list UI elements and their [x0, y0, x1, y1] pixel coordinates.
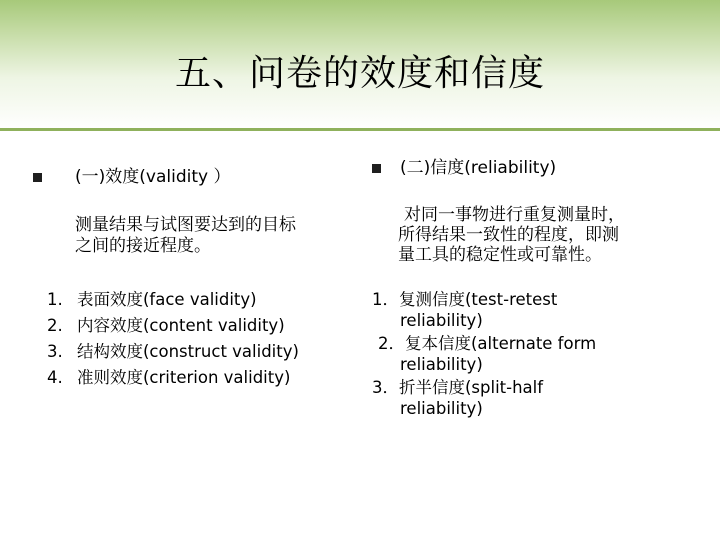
title-divider [0, 128, 720, 131]
list-item-number: 1. [47, 290, 63, 309]
list-item-number: 2. [47, 316, 63, 335]
validity-definition-line: 测量结果与试图要达到的目标 [75, 215, 296, 235]
list-item [372, 333, 596, 375]
list-item-text: 1．复测信度(test-retest [372, 290, 558, 309]
list-item-text: 准则效度(criterion validity) [77, 368, 291, 387]
list-item-text: 内容效度(content validity) [77, 316, 285, 335]
list-item-text: 表面效度(face validity) [77, 290, 257, 309]
reliability-definition-line: 所得结果一致性的程度，即测 [398, 225, 619, 245]
list-item-text: reliability) [400, 355, 483, 374]
slide-title: 五、问卷的效度和信度 [174, 53, 545, 94]
list-item-text: 3．折半信度(split-half [372, 378, 544, 397]
reliability-list [372, 289, 596, 419]
list-item-text: 2．复本信度(alternate form [378, 334, 597, 353]
validity-definition-line: 之间的接近程度。 [75, 236, 211, 256]
list-item-text: 结构效度(construct validity) [77, 342, 299, 361]
validity-definition [75, 215, 355, 257]
list-item-number: 4. [47, 368, 63, 387]
validity-heading: (一)效度(validity ） [75, 167, 231, 187]
reliability-heading: (二)信度(reliability) [400, 158, 557, 178]
list-item [47, 365, 299, 391]
list-item [47, 287, 299, 313]
right-bullet-icon [372, 164, 381, 173]
list-item [47, 339, 299, 365]
list-item-number: 3. [47, 342, 63, 361]
reliability-definition-line: 量工具的稳定性或可靠性。 [398, 245, 602, 265]
list-item-text: reliability) [400, 399, 483, 418]
reliability-definition [398, 205, 698, 265]
reliability-definition-line: 对同一事物进行重复测量时， [404, 205, 625, 225]
validity-list [47, 287, 299, 391]
list-item [47, 313, 299, 339]
list-item [372, 289, 596, 331]
list-item-text: reliability) [400, 311, 483, 330]
list-item [372, 377, 596, 419]
left-bullet-icon [33, 173, 42, 182]
